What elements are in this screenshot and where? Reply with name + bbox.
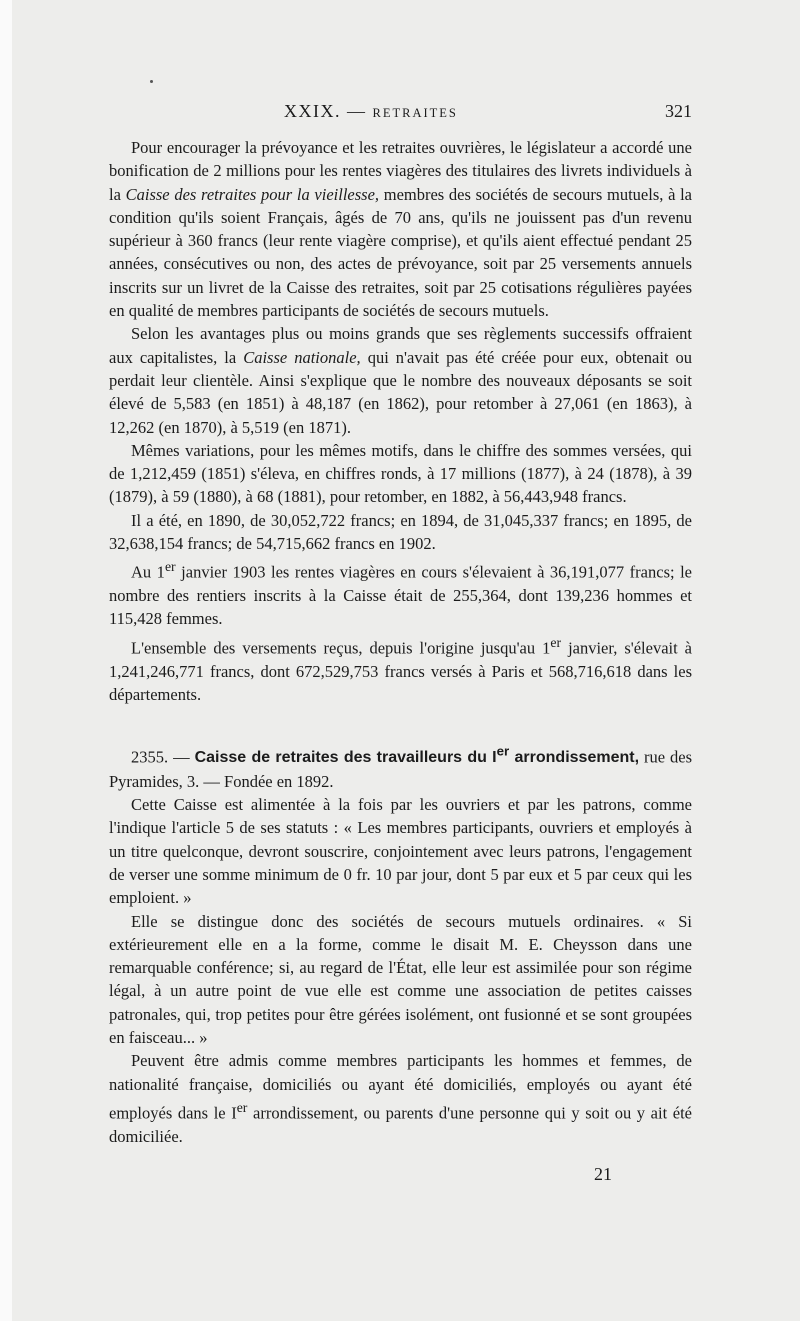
chapter-title: RETRAITES bbox=[372, 106, 458, 120]
body-text bbox=[109, 136, 692, 1148]
section-heading bbox=[109, 740, 692, 793]
section-paragraph-2: Elle se distingue donc des sociétés de secours mutuels ordinaires. « Si extérieurement elle en a la forme, comme le disait M. E. Cheysson dans une remarquable conférence; si, au regard de l'État, elle leur est assimilée pour son régime légal, à un autre point de vue elle est comme une association de petites caisses patronales, qui, trop petites pour être gérées isolément, ont fusionné et se sont groupées en faisceau... » bbox=[109, 911, 692, 1048]
section-address: rue des Pyramides, 3. — Fondée en 1892. bbox=[109, 747, 693, 791]
paragraph-1: Pour encourager la prévoyance et les retraites ouvrières, le législateur a accordé une bonification de 2 millions pour les rentes viagères des titulaires des livrets individuels à la Caisse des retraites pour la vieillesse, membres des sociétés de secours mutuels, à la condition qu'ils soient Français, âgés de 70 ans, qu'ils ne jouissent pas d'un revenu supérieur à 360 francs (leur rente viagère comprise), et qu'ils aient effectué pendant 25 années, consécutives ou non, des actes de prévoyance, soit par 25 versements annuels inscrits sur un livret de la Caisse des retraites, soit par 25 cotisations régulières payées en qualité de membres participants de sociétés de secours mutuels. bbox=[109, 138, 693, 321]
binding-edge bbox=[0, 0, 12, 1321]
running-title bbox=[284, 101, 458, 122]
italic-term: Caisse nationale, bbox=[243, 347, 361, 367]
paragraph-6: L'ensemble des versements reçus, depuis l'origine jusqu'au 1er janvier, s'élevait à 1,241,246,771 francs, dont 672,529,753 francs versés à Paris et 568,716,618 dans les départements. bbox=[109, 634, 693, 704]
paragraph-4: Il a été, en 1890, de 30,052,722 francs; en 1894, de 31,045,337 francs; en 1895, de 32,638,154 francs; de 54,715,662 francs en 1902. bbox=[109, 510, 692, 554]
signature-mark: 21 bbox=[594, 1164, 612, 1184]
paragraph-2: Selon les avantages plus ou moins grands que ses règlements successifs offraient aux capitalistes, la Caisse nationale, qui n'avait pas été créée pour eux, obtenait ou perdait leur clientèle. Ainsi s'explique que le nombre des nouveaux déposants se soit élevé de 5,583 (en 1851) à 48,187 (en 1862), pour retomber à 27,061 (en 1863), à 12,262 (en 1870), à 5,519 (en 1871). bbox=[109, 324, 692, 437]
italic-term: Caisse des retraites pour la vieillesse, bbox=[125, 184, 380, 204]
section-paragraph-1: Cette Caisse est alimentée à la fois par les ouvriers et par les patrons, comme l'indique l'article 5 de ses statuts : « Les membres participants, ouvriers et employés à un titre quelconque, devront souscrire, conjointement avec leurs patrons, l'engagement de verser une somme minimum de 0 fr. 10 par jour, dont 5 par eux et 5 par ceux qui les emploient. » bbox=[109, 795, 692, 908]
print-speck bbox=[150, 80, 153, 83]
paragraph-5: Au 1er janvier 1903 les rentes viagères en cours s'élevaient à 36,191,077 francs; le nombre des rentiers inscrits à la Caisse était de 255,364, dont 139,236 hommes et 115,428 femmes. bbox=[109, 559, 693, 629]
running-header bbox=[109, 101, 692, 127]
section-title: Caisse de retraites des travailleurs du Ier arrondissement, bbox=[194, 744, 640, 767]
section-paragraph-3: Peuvent être admis comme membres participants les hommes et femmes, de nationalité française, domiciliés ou ayant été domiciliés, employés ou ayant été employés dans le Ier arrondissement, ou parents d'une personne qui y soit ou y ait été domiciliée. bbox=[109, 1051, 692, 1146]
section-number: 2355. — bbox=[131, 747, 190, 767]
chapter-number: XXIX. bbox=[284, 101, 341, 121]
page-number: 321 bbox=[665, 101, 692, 121]
paragraph-3: Mêmes variations, pour les mêmes motifs, dans le chiffre des sommes versées, qui de 1,212,459 (1851) s'éleva, en chiffres ronds, à 17 millions (1877), à 24 (1878), à 39 (1879), à 59 (1880), à 68 (1881), pour retomber, en 1882, à 56,443,948 francs. bbox=[109, 440, 692, 507]
header-separator: — bbox=[347, 101, 367, 121]
